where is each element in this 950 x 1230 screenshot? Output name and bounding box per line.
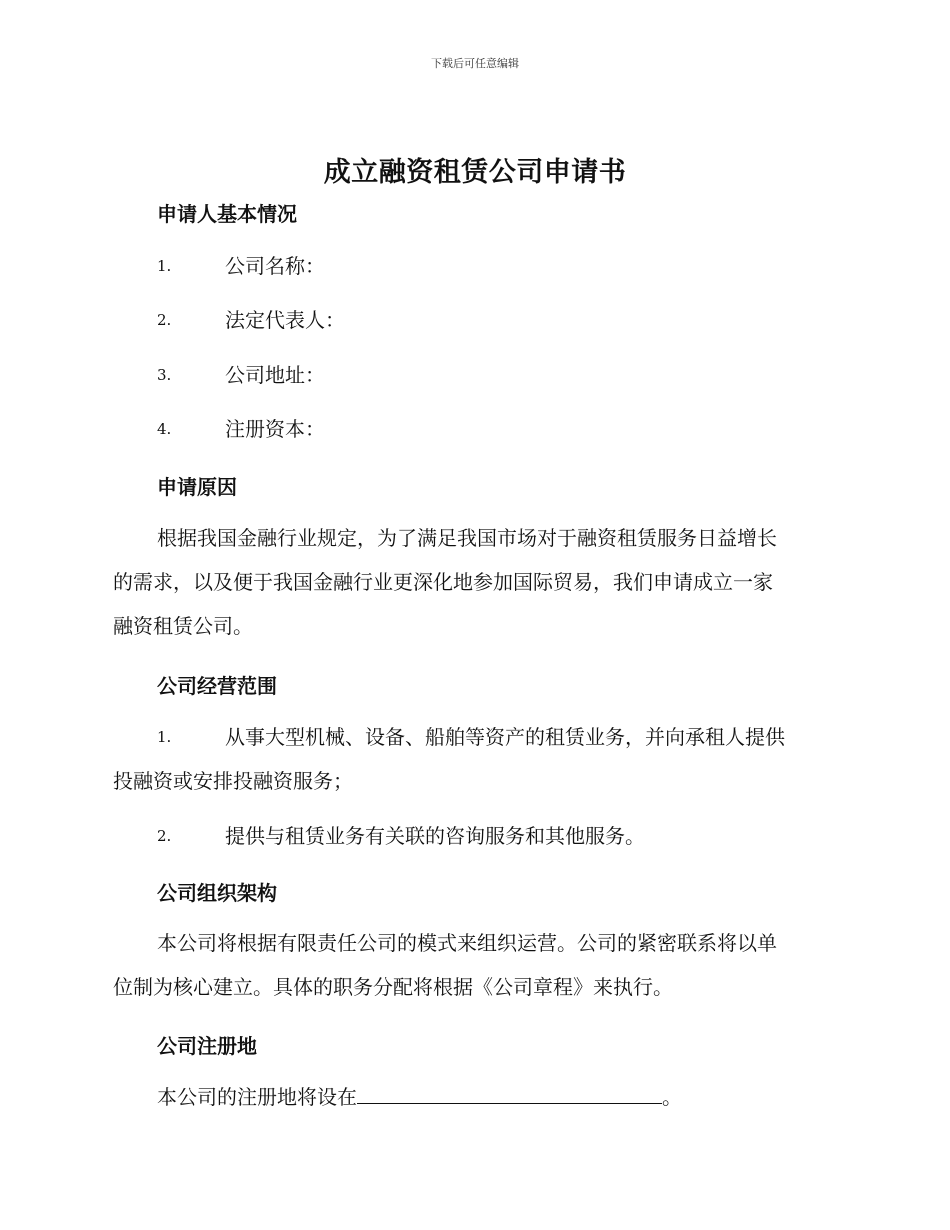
paragraph-line: 位制为核心建立。具体的职务分配将根据《公司章程》来执行。 (113, 975, 673, 999)
item-label: 公司地址： (225, 363, 325, 387)
paragraph-line: 本公司将根据有限责任公司的模式来组织运营。公司的紧密联系将以单 (157, 931, 777, 955)
section-heading-organization: 公司组织架构 (157, 881, 277, 905)
item-number: 3. (157, 366, 172, 384)
item-number: 1. (157, 257, 172, 275)
item-label: 注册资本： (225, 417, 325, 441)
registration-text: 本公司的注册地将设在 (157, 1085, 357, 1109)
paragraph-line: 的需求，以及便于我国金融行业更深化地参加国际贸易，我们申请成立一家 (113, 570, 773, 594)
document-title: 成立融资租赁公司申请书 (323, 157, 627, 188)
item-text: 提供与租赁业务有关联的咨询服务和其他服务。 (225, 824, 645, 848)
reason-paragraph (113, 516, 838, 648)
fill-in-blank (357, 1085, 662, 1104)
item-number: 2. (157, 311, 172, 329)
section-heading-reason: 申请原因 (157, 475, 237, 499)
section-heading-scope: 公司经营范围 (157, 674, 277, 698)
registration-period: 。 (662, 1085, 682, 1109)
scope-item-1-continuation: 投融资或安排投融资服务； (113, 769, 353, 793)
registration-sentence (157, 1075, 682, 1119)
item-number: 4. (157, 420, 172, 438)
organization-paragraph (113, 921, 838, 1009)
item-number: 2. (157, 827, 172, 845)
section-heading-registration: 公司注册地 (157, 1034, 257, 1058)
item-text: 从事大型机械、设备、船舶等资产的租赁业务，并向承租人提供 (225, 725, 785, 749)
paragraph-line: 融资租赁公司。 (113, 614, 253, 638)
item-number: 1. (157, 728, 172, 746)
item-label: 法定代表人： (225, 308, 345, 332)
section-heading-applicant: 申请人基本情况 (157, 202, 297, 226)
header-note: 下载后可任意编辑 (431, 57, 519, 70)
paragraph-line: 根据我国金融行业规定，为了满足我国市场对于融资租赁服务日益增长 (157, 526, 777, 550)
item-label: 公司名称： (225, 254, 325, 278)
